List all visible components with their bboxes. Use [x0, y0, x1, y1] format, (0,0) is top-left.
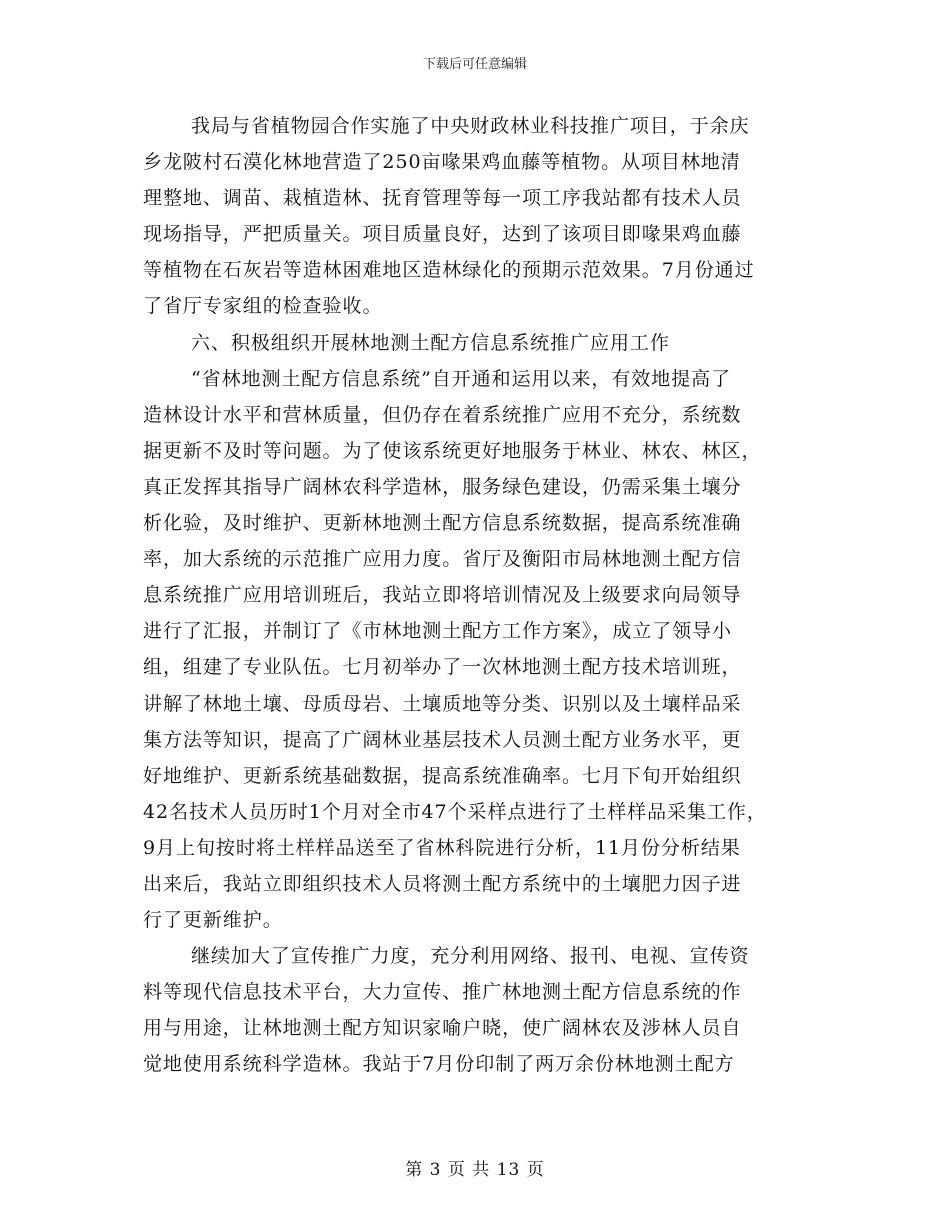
page-number-footer: 第 3 页 共 13 页 [405, 1160, 545, 1180]
document-body [143, 108, 813, 1083]
text-line: 真正发挥其指导广阔林农科学造林，服务绿色建设，仍需采集土壤分 [143, 475, 742, 498]
text-line: 9月上旬按时将土样样品送至了省林科院进行分析，11月份分析结果 [143, 836, 741, 859]
text-line: 继续加大了宣传推广力度，充分利用网络、报刊、电视、宣传资 [191, 945, 750, 968]
section-heading: 六、积极组织开展林地测土配方信息系统推广应用工作 [191, 331, 670, 354]
text-line: 进行了汇报，并制订了《市林地测土配方工作方案》，成立了领导小 [143, 620, 733, 643]
text-line: 率，加大系统的示范推广应用力度。省厅及衡阳市局林地测土配方信 [143, 548, 742, 571]
text-line: 息系统推广应用培训班后，我站立即将培训情况及上级要求向局领导 [143, 584, 742, 607]
text-line: 析化验，及时维护、更新林地测土配方信息系统数据，提高系统准确 [143, 512, 742, 535]
text-line: 造林设计水平和营林质量，但仍存在着系统推广应用不充分，系统数 [143, 403, 742, 426]
text-line: 现场指导，严把质量关。项目质量良好，达到了该项目即喙果鸡血藤 [143, 223, 742, 246]
text-line: 等植物在石灰岩等造林困难地区造林绿化的预期示范效果。7月份通过 [143, 259, 755, 282]
text-line: 用与用途，让林地测土配方知识家喻户晓，使广阔林农及涉林人员自 [143, 1017, 742, 1040]
text-line: 理整地、调苗、栽植造林、抚育管理等每一项工序我站都有技术人员 [143, 187, 742, 210]
text-line: 讲解了林地土壤、母质母岩、土壤质地等分类、识别以及土壤样品采 [143, 692, 742, 715]
text-line: 了省厅专家组的检查验收。 [143, 295, 383, 318]
header-note: 下载后可任意编辑 [422, 57, 527, 72]
text-line: 行了更新维护。 [143, 909, 283, 932]
text-line: 料等现代信息技术平台，大力宣传、推广林地测土配方信息系统的作 [143, 981, 742, 1004]
text-line: 组，组建了专业队伍。七月初举办了一次林地测土配方技术培训班， [143, 656, 742, 679]
text-line: 出来后，我站立即组织技术人员将测土配方系统中的土壤肥力因子进 [143, 872, 742, 895]
text-line: 乡龙陂村石漠化林地营造了250亩喙果鸡血藤等植物。从项目林地清 [143, 151, 741, 174]
text-line: 集方法等知识，提高了广阔林业基层技术人员测土配方业务水平，更 [143, 728, 742, 751]
text-line: “省林地测土配方信息系统”自开通和运用以来，有效地提高了 [191, 367, 732, 390]
text-line: 据更新不及时等问题。为了使该系统更好地服务于林业、林农、林区， [143, 439, 762, 462]
text-line: 好地维护、更新系统基础数据，提高系统准确率。七月下旬开始组织 [143, 764, 742, 787]
text-line: 42名技术人员历时1个月对全市47个采样点进行了土样样品采集工作， [143, 800, 767, 823]
text-line: 觉地使用系统科学造林。我站于7月份印制了两万余份林地测土配方 [143, 1053, 735, 1076]
text-line: 我局与省植物园合作实施了中央财政林业科技推广项目，于余庆 [191, 115, 750, 137]
